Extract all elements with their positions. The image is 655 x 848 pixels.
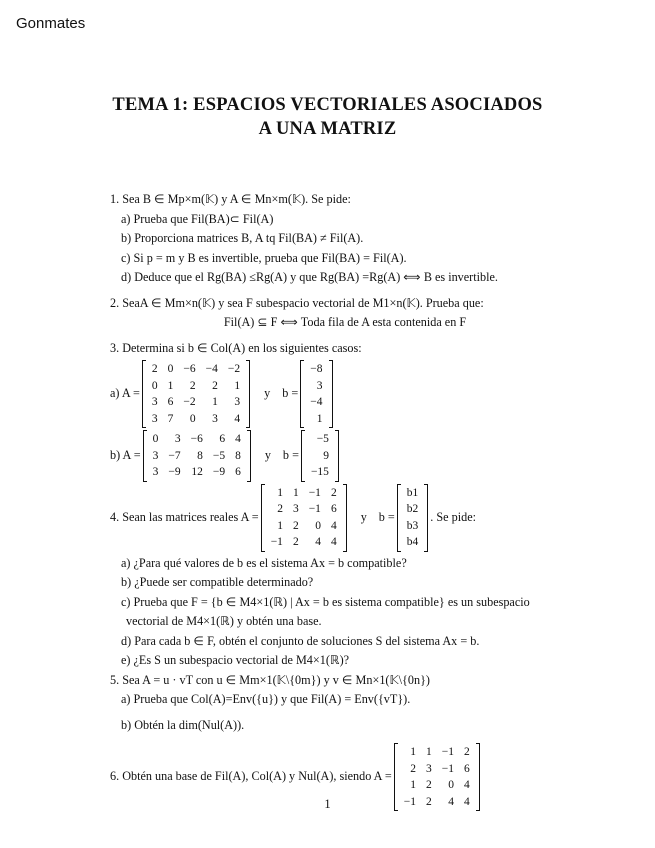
matrix-cell: 12	[191, 466, 203, 478]
matrix-cell: 1	[425, 746, 432, 758]
matrix-cell: −4	[310, 396, 323, 408]
matrix-cell: −9	[212, 466, 226, 478]
ex2-statement: Fil(A) ⊆ F ⟺ Toda fila de A esta contenida en F	[223, 315, 467, 329]
ex4-c-line2: vectorial de M4×1(ℝ) y obtén una base.	[126, 614, 322, 628]
matrix-cell: b4	[406, 536, 419, 548]
matrix-cell: 6	[167, 396, 174, 408]
matrix-cell: 4	[315, 536, 321, 548]
matrix-cell: −1	[403, 795, 416, 808]
ex4-b-label: b =	[378, 509, 395, 524]
title-line-1: TEMA 1: ESPACIOS VECTORIALES ASOCIADOS	[112, 95, 543, 115]
matrix-cell: 2	[151, 363, 158, 375]
ex1-b: b) Proporciona matrices B, A tq Fil(BA) ≠ Fil(A).	[121, 231, 364, 245]
ex5-intro: 5. Sea A = u · vT con u ∈ Mm×1(𝕂\{0m}) y v ∈ Mn×1(𝕂\{0n})	[110, 672, 430, 687]
matrix-cell: 8	[197, 449, 203, 462]
page-title	[0, 93, 655, 141]
matrix-cell: −2	[183, 396, 196, 408]
matrix-cell: −1	[308, 486, 321, 499]
author-header: Gonmates	[16, 15, 86, 32]
matrix-cell: b1	[406, 486, 419, 499]
matrix-cell: 8	[235, 449, 241, 462]
ex4-e: e) ¿Es S un subespacio vectorial de M4×1(ℝ)?	[121, 653, 350, 667]
matrix-cell: 9	[323, 449, 329, 462]
ex1-a: a) Prueba que Fil(BA)⊂ Fil(A)	[121, 211, 274, 226]
ex4-intro	[110, 484, 580, 552]
ex2-intro: 2. SeaA ∈ Mm×n(𝕂) y sea F subespacio vectorial de M1×n(𝕂). Prueba que:	[110, 295, 484, 310]
ex3-a-matrix-A	[142, 360, 250, 428]
ex3-a-b-label: b =	[282, 386, 299, 401]
ex3-a-y: y	[264, 386, 271, 401]
matrix-cell: 4	[330, 536, 337, 548]
matrix-cell: 1	[277, 486, 283, 499]
ex4-tail: . Se pide:	[430, 509, 476, 524]
matrix-cell: 6	[235, 466, 241, 478]
matrix-cell: −1	[270, 536, 283, 548]
ex4-d: d) Para cada b ∈ F, obtén el conjunto de soluciones S del sistema Ax = b.	[121, 633, 480, 648]
matrix-cell: 3	[425, 762, 432, 775]
matrix-cell: 1	[410, 746, 416, 758]
matrix-cell: 2	[463, 746, 470, 758]
matrix-cell: 2	[330, 486, 337, 499]
matrix-cell: 3	[292, 503, 299, 515]
matrix-cell: 3	[174, 433, 181, 445]
matrix-cell: 2	[189, 379, 196, 392]
ex3-b-vector-b	[301, 430, 339, 482]
matrix-cell: 6	[330, 503, 337, 515]
matrix-cell: −6	[190, 433, 203, 445]
matrix-cell: 0	[151, 379, 158, 392]
ex3-a-vector-b	[300, 360, 332, 428]
ex5-b: b) Obtén la dim(Nul(A)).	[121, 717, 245, 732]
matrix-cell: 1	[316, 412, 323, 425]
matrix-cell: 6	[463, 762, 470, 775]
matrix-cell: b3	[406, 519, 419, 532]
matrix-cell: 1	[234, 379, 241, 392]
matrix-cell: 3	[316, 379, 323, 392]
matrix-cell: 3	[151, 396, 158, 408]
ex4-vector-b	[397, 484, 429, 552]
ex3-intro: 3. Determina si b ∈ Col(A) en los siguientes casos:	[110, 340, 362, 355]
ex1-intro: 1. Sea B ∈ Mp×m(𝕂) y A ∈ Mn×m(𝕂). Se pide:	[110, 192, 351, 206]
matrix-cell: −1	[308, 503, 321, 515]
ex3-a	[110, 360, 580, 428]
matrix-cell: 4	[463, 779, 470, 791]
matrix-cell: −4	[205, 363, 218, 375]
matrix-cell: b2	[406, 503, 419, 515]
matrix-cell: 7	[167, 412, 174, 425]
matrix-cell: 3	[151, 412, 158, 425]
matrix-cell: −5	[212, 449, 226, 462]
matrix-cell: 2	[410, 762, 416, 775]
ex3-b-label: b) A =	[110, 448, 141, 462]
ex4-y: y	[360, 509, 367, 524]
matrix-cell: 3	[234, 396, 241, 408]
exercise-list	[110, 190, 580, 813]
ex6-intro: 6. Obtén una base de Fil(A), Col(A) y Nul(A), siendo A =	[110, 769, 392, 784]
matrix-cell: 0	[152, 433, 159, 445]
matrix-cell: 3	[152, 466, 159, 478]
matrix-cell: 3	[212, 412, 218, 425]
ex3-b-b-label: b =	[282, 448, 299, 462]
matrix-cell: 2	[425, 795, 432, 808]
title-line-2: A UNA MATRIZ	[258, 119, 397, 139]
ex3-a-label: a) A =	[110, 386, 140, 401]
matrix-cell: 1	[212, 396, 218, 408]
matrix-cell: −2	[227, 363, 241, 375]
matrix-cell: −7	[168, 449, 181, 462]
ex4-a: a) ¿Para qué valores de b es el sistema Ax = b compatible?	[121, 555, 407, 570]
matrix-cell: −9	[168, 466, 181, 478]
matrix-cell: 2	[292, 536, 299, 548]
matrix-cell: −5	[316, 433, 329, 445]
matrix-cell: 0	[315, 519, 321, 532]
matrix-cell: 1	[410, 779, 416, 791]
matrix-cell: −8	[310, 363, 323, 375]
ex3-b-matrix-A	[143, 430, 251, 482]
matrix-cell: 2	[425, 779, 432, 791]
page-number: 1	[324, 797, 331, 811]
ex4-c-line1: c) Prueba que F = {b ∈ M4×1(ℝ) | Ax = b es sistema compatible} es un subespacio	[121, 594, 530, 609]
matrix-cell: 4	[448, 795, 454, 808]
ex1-c: c) Si p = m y B es invertible, prueba que Fil(BA) = Fil(A).	[121, 250, 407, 265]
ex5-a: a) Prueba que Col(A)=Env({u}) y que Fil(A) = Env({vT}).	[121, 692, 411, 706]
matrix-cell: 4	[234, 412, 241, 425]
matrix-cell: −1	[441, 746, 454, 758]
ex4-intro-text: 4. Sean las matrices reales A =	[110, 509, 259, 524]
matrix-cell: 2	[292, 519, 299, 532]
matrix-cell: 2	[277, 503, 283, 515]
matrix-cell: 3	[152, 449, 159, 462]
ex1-d: d) Deduce que el Rg(BA) ≤Rg(A) y que Rg(BA) =Rg(A) ⟺ B es invertible.	[121, 270, 498, 284]
matrix-cell: −6	[183, 363, 196, 375]
matrix-cell: −15	[310, 466, 329, 478]
matrix-cell: 4	[330, 519, 337, 532]
matrix-cell: 0	[167, 363, 174, 375]
matrix-cell: 2	[212, 379, 218, 392]
matrix-cell: 6	[219, 433, 226, 445]
matrix-cell: 1	[277, 519, 283, 532]
matrix-cell: −1	[441, 762, 454, 775]
ex4-matrix-A	[261, 484, 347, 552]
matrix-cell: 4	[235, 433, 241, 445]
ex4-b: b) ¿Puede ser compatible determinado?	[121, 575, 314, 589]
ex3-b-y: y	[264, 448, 271, 462]
matrix-cell: 4	[463, 795, 470, 808]
matrix-cell: 0	[448, 779, 454, 791]
matrix-cell: 1	[292, 486, 299, 499]
matrix-cell: 1	[167, 379, 174, 392]
ex3-b	[110, 430, 580, 482]
matrix-cell: 0	[189, 412, 196, 425]
